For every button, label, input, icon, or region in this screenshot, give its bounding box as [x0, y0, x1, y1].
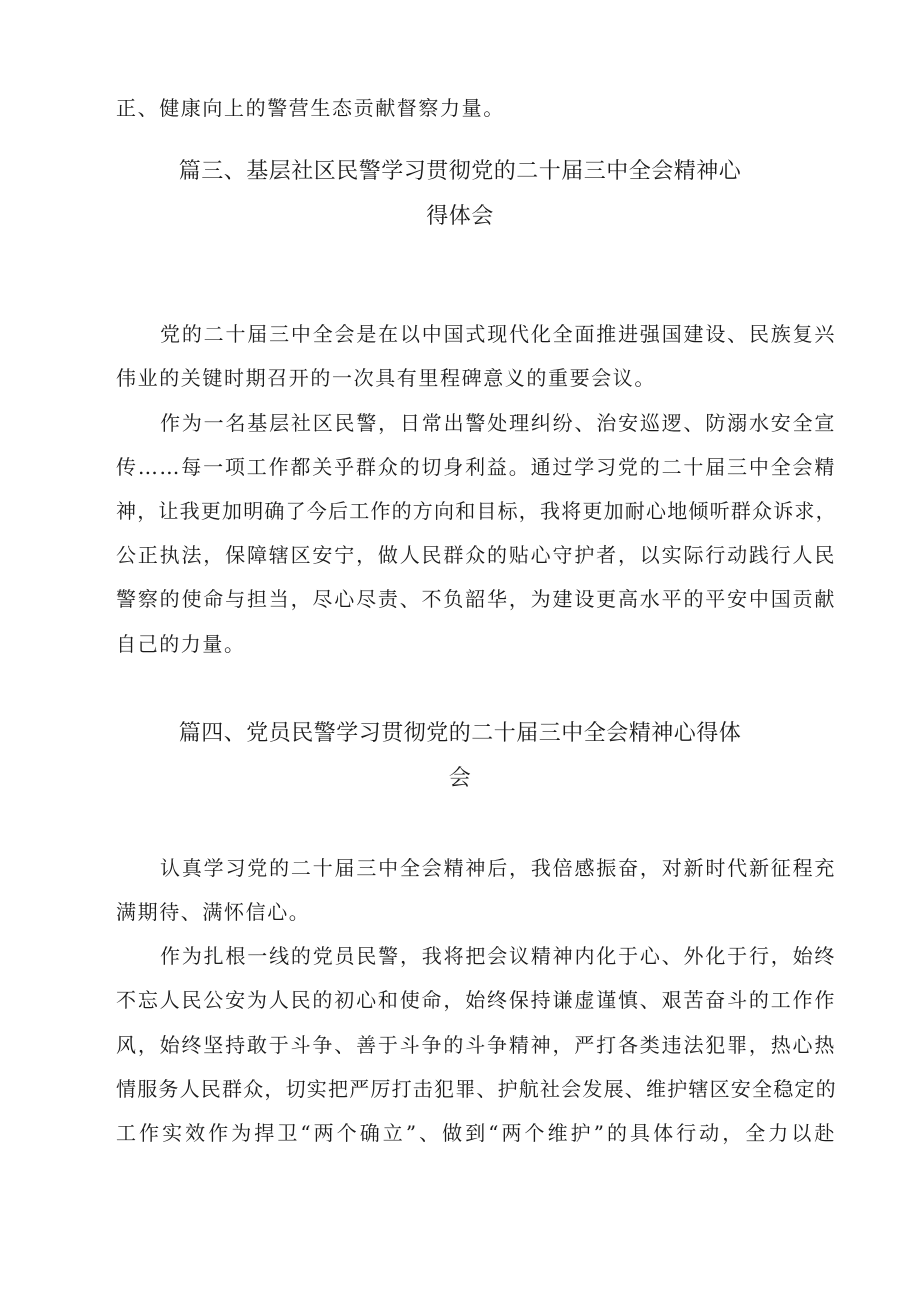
section-title-4-line-2: 会	[448, 766, 472, 791]
section-title-3-line-2: 得体会	[426, 204, 494, 229]
section-title-4-line-1: 篇四、党员民警学习贯彻党的二十届三中全会精神心得体	[178, 721, 742, 746]
section-4-paragraph-2-line: 情服务人民群众，切实把严厉打击犯罪、护航社会发展、维护辖区安全稳定的	[116, 1077, 837, 1101]
section-4-paragraph-2-line: 风，始终坚持敢于斗争、善于斗争的斗争精神，严打各类违法犯罪，热心热	[116, 1033, 836, 1057]
section-3-paragraph-2-line: 传……每一项工作都关乎群众的切身利益。通过学习党的二十届三中全会精	[116, 455, 836, 479]
section-3-paragraph-2-line: 自己的力量。	[116, 632, 246, 656]
section-3-paragraph-2-line: 神，让我更加明确了今后工作的方向和目标，我将更加耐心地倾听群众诉求，	[116, 499, 837, 523]
section-3-paragraph-2-line: 公正执法，保障辖区安宁，做人民群众的贴心守护者，以实际行动践行人民	[116, 543, 836, 567]
section-title-3-line-1: 篇三、基层社区民警学习贯彻党的二十届三中全会精神心	[178, 159, 742, 184]
section-4-paragraph-1-line: 满期待、满怀信心。	[116, 900, 311, 924]
section-4-paragraph-2-line: 工作实效作为捍卫“两个确立”、做到“两个维护”的具体行动，全力以赴	[116, 1121, 836, 1145]
section-4-paragraph-1-line: 认真学习党的二十届三中全会精神后，我倍感振奋，对新时代新征程充	[160, 856, 836, 880]
section-4-paragraph-2-line: 作为扎根一线的党员民警，我将把会议精神内化于心、外化于行，始终	[160, 944, 836, 968]
section-3-paragraph-2-line: 警察的使命与担当，尽心尽责、不负韶华，为建设更高水平的平安中国贡献	[116, 587, 836, 611]
section-3-paragraph-2-line: 作为一名基层社区民警，日常出警处理纠纷、治安巡逻、防溺水安全宣	[160, 411, 836, 435]
section-3-paragraph-1-line: 党的二十届三中全会是在以中国式现代化全面推进强国建设、民族复兴	[160, 322, 836, 346]
paragraph-fragment: 正、健康向上的警营生态贡献督察力量。	[116, 96, 505, 120]
section-4-paragraph-2-line: 不忘人民公安为人民的初心和使命，始终保持谦虚谨慎、艰苦奋斗的工作作	[116, 988, 836, 1012]
section-3-paragraph-1-line: 伟业的关键时期召开的一次具有里程碑意义的重要会议。	[116, 366, 656, 390]
